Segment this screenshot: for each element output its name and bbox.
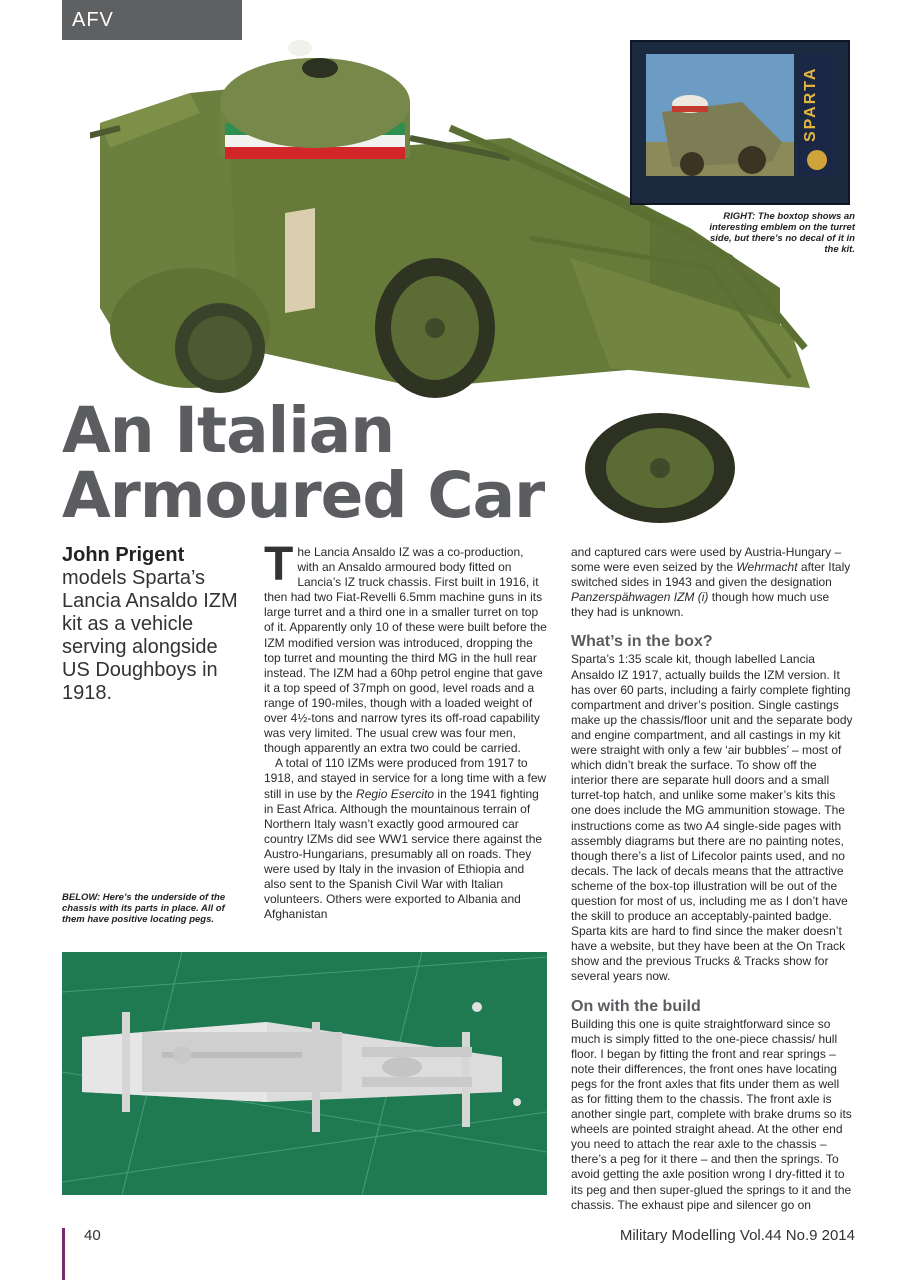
body-column-2 <box>571 545 853 1213</box>
subheading-box: What’s in the box? <box>571 633 713 651</box>
paragraph-text: though how much use they had is unknown. <box>571 590 830 620</box>
boxtop-caption: RIGHT: The boxtop shows an interesting emblem on the turret side, but there’s no decal of it in the kit. <box>709 211 855 255</box>
page-number: 40 <box>84 1227 101 1244</box>
paragraph-text: in the 1941 fighting in East Africa. Although the mountainous terrain of Northern Italy wasn’t exactly good armoured car country IZMs did see WW1 service there against the Austro-Hungarians, presumably all on roads. They were used by Italy in the invasion of Ethiopia and also sent to the Spanish Civil War with Italian volunteers. Others were exported to Albania and Afghanistan <box>264 786 543 922</box>
emphasis-text: Panzerspähwagen IZM (i) <box>571 590 709 605</box>
paragraph-text: and captured cars were used by Austria-Hungary – some were even seized by the <box>571 545 842 575</box>
standfirst-text: models Sparta’s Lancia Ansaldo IZM kit as a vehicle serving alongside US Doughboys in 1918. <box>62 567 238 704</box>
paragraph <box>264 756 548 922</box>
paragraph-text: he Lancia Ansaldo IZ was a co-production, with an Ansaldo armoured body fitted on Lancia’s IZ truck chassis. First built in 1916, it then had two Fiat-Revelli 6.5mm machine guns in its large turret and a third one in a smaller turret on top of it. Apparently only 10 of these were built before the IZM modified version was introduced, dropping the top turret and mounting the third MG in the hull rear instead. The IZM had a 60hp petrol engine that gave it a top speed of 37mph on good, level roads and a range of 190-miles, though with a loaded weight of over 4½-tons and narrow tyres its off-road capability was very limited. The usual crew was four men, though apparently an extra two could be carried. <box>264 545 547 756</box>
paragraph: Sparta’s 1:35 scale kit, though labelled Lancia Ansaldo IZ 1917, actually builds the IZM version. It has over 60 parts, including a fairly complete fighting compartment and driver’s position. Single castings make up the chassis/floor unit and the separate body and engine compartment, and all castings in my kit were straight with only a few ‘air bubbles’ – most of which didn’t break the surface. To show off the interior there are separate hull doors and a small turret-top hatch, and unlike some maker’s kits this one does include the MG ammunition stowage. The instructions come as two A4 single-side pages with assembly diagrams but there are no painting notes, though there’s a list of Lifecolor paints used, and no decals. The lack of decals means that the attractive scheme of the box-top illustration will be out of the question for most of us, including me as I don’t have the skill to produce an acceptably-painted badge. Sparta kits are hard to find since the maker doesn’t have a website, but they have been at the On Track show and the previous Trucks & Tracks show for several years now. <box>571 652 853 984</box>
chassis-caption: BELOW: Here’s the underside of the chassis with its parts in place. All of them have positive locating pegs. <box>62 892 226 925</box>
paragraph <box>264 538 548 756</box>
body-column-1 <box>264 538 548 922</box>
drop-cap: T <box>264 538 294 591</box>
section-tab: AFV <box>62 0 242 40</box>
title-line-1: An Italian <box>62 394 395 467</box>
paragraph: Building this one is quite straightforward since so much is simply fitted to the one-piece chassis/ hull floor. I began by fitting the front and rear springs – note their differences, the front ones have locating pegs for the front axles that fits under them as well as for fitting them to the chassis. The front axle is another single part, complete with brake drums so its wheels are pointed straight ahead. At the other end you need to attach the rear axle to the chassis – there’s a peg for it there – and then the springs. To avoid getting the axle position wrong I dry-fitted it to its peg and then super-glued the springs to it and the chassis. The exhaust pipe and silencer go on <box>571 1016 852 1212</box>
boxtop-photo <box>630 40 850 205</box>
article-title <box>62 394 545 532</box>
footer-rule <box>62 1228 65 1280</box>
paragraph-text: after Italy switched sides in 1943 and given the designation <box>571 560 851 590</box>
paragraph-text: A total of 110 IZMs were produced from 1917 to 1918, and stayed in service for a long time with a few still in use by the <box>264 756 547 801</box>
boxtop-brand: SPARTA <box>802 66 819 142</box>
title-line-2: Armoured Car <box>62 459 545 532</box>
subheading-build: On with the build <box>571 997 701 1015</box>
emphasis-text: Regio Esercito <box>356 786 435 801</box>
author-name: John Prigent <box>62 544 185 566</box>
emphasis-text: Wehrmacht <box>736 560 798 575</box>
magazine-issue: Military Modelling Vol.44 No.9 2014 <box>619 1227 855 1244</box>
paragraph <box>571 545 853 620</box>
chassis-photo <box>62 952 547 1195</box>
standfirst <box>62 544 242 705</box>
